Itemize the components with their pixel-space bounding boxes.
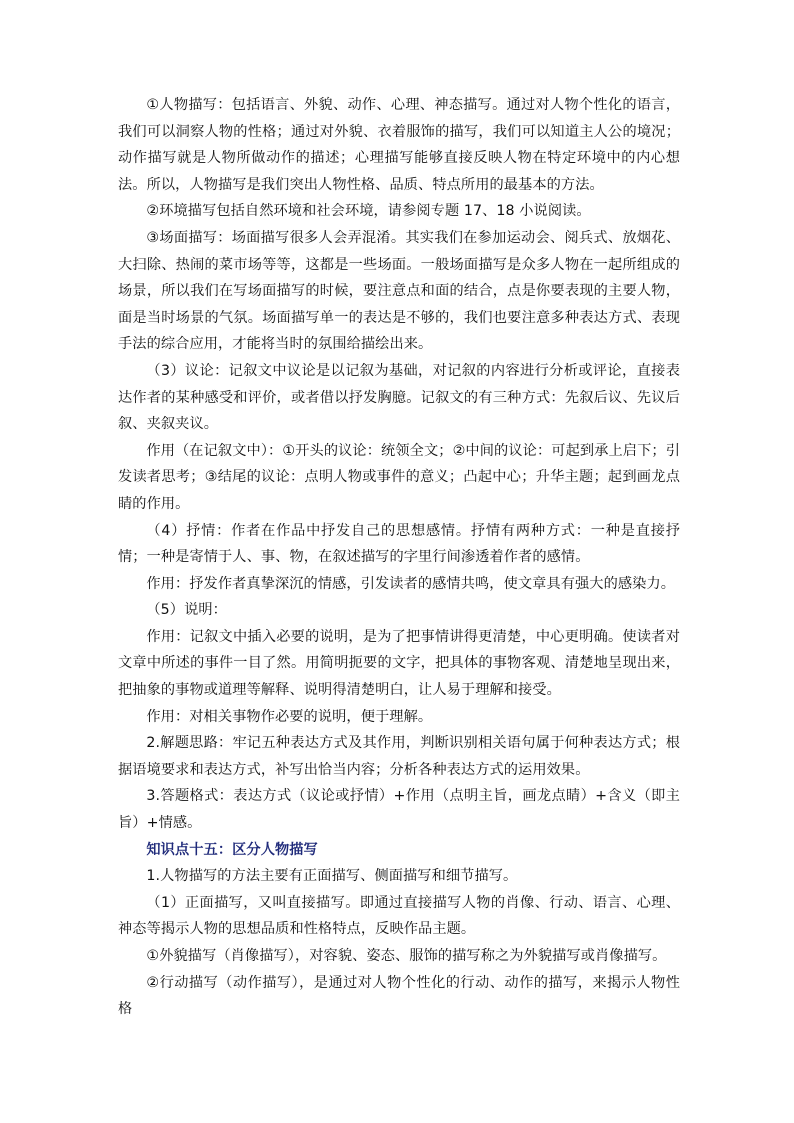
- paragraph-explanation-function-short: 作用：对相关事物作必要的说明，便于理解。: [146, 708, 433, 725]
- paragraph-explanation-function: 作用：记叙文中插入必要的说明，是为了把事情讲得更清楚，中心更明确。使读者对文章中所述的事件一目了然。用简明扼要的文字，把具体的事物客观、清楚地呈现出来，把抽象的事物或道理等解释、说明得清楚明白，让人易于理解和接受。: [118, 628, 680, 699]
- paragraph-action-description: ②行动描写（动作描写），是通过对人物个性化的行动、动作的描写，来揭示人物性格: [118, 974, 680, 1018]
- paragraph-lyricism: （4）抒情：作者在作品中抒发自己的思想感情。抒情有两种方式：一种是直接抒情；一种是寄情于人、事、物，在叙述描写的字里行间渗透着作者的感情。: [118, 522, 680, 566]
- paragraph-appearance-description: ①外貌描写（肖像描写），对容貌、姿态、服饰的描写称之为外貌描写或肖像描写。: [146, 948, 667, 964]
- paragraph-description-methods: 1.人物描写的方法主要有正面描写、侧面描写和细节描写。: [146, 868, 518, 885]
- paragraph-answer-format: 3.答题格式：表达方式（议论或抒情）+作用（点明主旨，画龙点睛）+含义（即主旨）+情感。: [118, 788, 680, 832]
- paragraph-character-description: ①人物描写：包括语言、外貌、动作、心理、神态描写。通过对人物个性化的语言，我们可以洞察人物的性格；通过对外貌、衣着服饰的描写，我们可以知道主人公的境况；动作描写就是人物所做动作的描述；心理描写能够直接反映人物在特定环境中的内心想法。所以，人物描写是我们突出人物性格、品质、特点所用的最基本的方法。: [118, 97, 680, 193]
- paragraph-argumentation-function: 作用（在记叙文中）：①开头的议论：统领全文；②中间的议论：可起到承上启下；引发读者思考；③结尾的议论：点明人物或事件的意义；凸起中心；升华主题；起到画龙点睛的作用。: [118, 442, 680, 512]
- section-heading-knowledge-point-15: 知识点十五：区分人物描写: [146, 841, 318, 858]
- paragraph-solution-approach: 2.解题思路：牢记五种表达方式及其作用，判断识别相关语句属于何种表达方式；根据语境要求和表达方式，补写出恰当内容；分析各种表达方式的运用效果。: [118, 735, 680, 778]
- paragraph-direct-description: （1）正面描写，又叫直接描写。即通过直接描写人物的肖像、行动、语言、心理、神态等揭示人物的思想品质和性格特点，反映作品主题。: [118, 894, 680, 938]
- paragraph-explanation-title: （5）说明：: [146, 602, 227, 619]
- paragraph-argumentation: （3）议论：记叙文中议论是以记叙为基础，对记叙的内容进行分析或评论，直接表达作者的某种感受和评价，或者借以抒发胸臆。记叙文的有三种方式：先叙后议、先议后叙、夹叙夹议。: [118, 362, 680, 433]
- document-body: [118, 92, 680, 1023]
- paragraph-environment-description: ②环境描写包括自然环境和社会环境，请参阅专题 17、18 小说阅读。: [146, 203, 591, 220]
- paragraph-lyricism-function: 作用：抒发作者真挚深沉的情感，引发读者的感情共鸣，使文章具有强大的感染力。: [146, 575, 676, 592]
- paragraph-scene-description: ③场面描写：场面描写很多人会弄混淆。其实我们在参加运动会、阅兵式、放烟花、大扫除、热闹的菜市场等等，这都是一些场面。一般场面描写是众多人物在一起所组成的场景，所以我们在写场面描写的时候，要注意点和面的结合，点是你要表现的主要人物，面是当时场景的气氛。场面描写单一的表达是不够的，我们也要注意多种表达方式、表现手法的综合应用，才能将当时的氛围给描绘出来。: [118, 229, 680, 353]
